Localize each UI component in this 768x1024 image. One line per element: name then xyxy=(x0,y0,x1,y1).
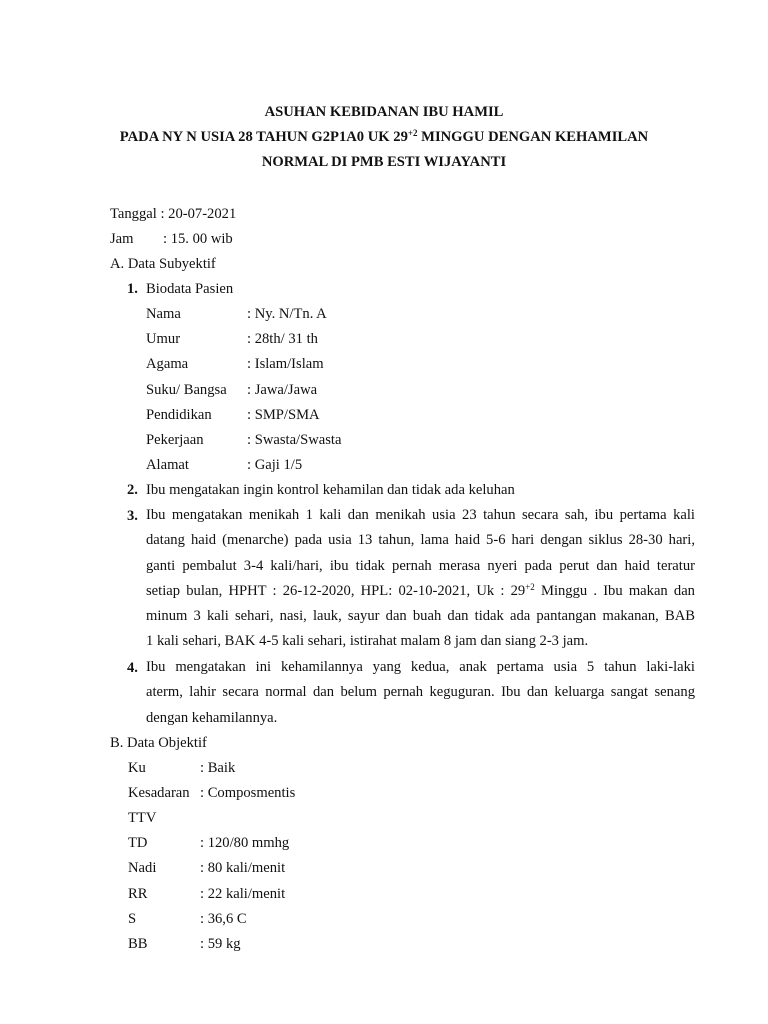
item-3-number: 3. xyxy=(127,508,138,524)
objective-label: Kesadaran xyxy=(128,785,190,801)
title-gestational-superscript: +2 xyxy=(407,128,418,138)
objective-value: : 22 kali/menit xyxy=(200,886,286,902)
paragraph-line: datang haid (menarche) pada usia 13 tahun, lama haid 5-6 hari dengan siklus 28-30 hari, xyxy=(146,532,695,549)
objective-value: : Composmentis xyxy=(200,785,296,801)
biodata-label: Umur xyxy=(146,331,181,347)
time-value: : 15. 00 wib xyxy=(163,231,233,247)
biodata-label: Nama xyxy=(146,306,181,322)
item-1-title: Biodata Pasien xyxy=(146,281,234,297)
biodata-label: Alamat xyxy=(146,457,189,473)
biodata-value: : Ny. N/Tn. A xyxy=(247,306,327,322)
item-2-text: Ibu mengatakan ingin kontrol kehamilan dan tidak ada keluhan xyxy=(146,482,515,498)
paragraph-line: 1 kali sehari, BAK 4-5 kali sehari, istirahat malam 8 jam dan siang 2-3 jam. xyxy=(146,633,589,650)
item-4-paragraph xyxy=(146,655,695,731)
item-1-number: 1. xyxy=(127,281,138,297)
document-title-line-1: ASUHAN KEBIDANAN IBU HAMIL xyxy=(264,104,504,120)
objective-label: S xyxy=(128,911,137,927)
date-line: Tanggal : 20-07-2021 xyxy=(110,206,237,222)
document-title-line-3: NORMAL DI PMB ESTI WIJAYANTI xyxy=(261,154,507,170)
biodata-value: : Jawa/Jawa xyxy=(247,382,318,398)
section-b-heading: B. Data Objektif xyxy=(110,735,207,751)
objective-value: : Baik xyxy=(200,760,236,776)
gestational-age-superscript: +2 xyxy=(525,581,535,592)
title-line-2-suffix: MINGGU DENGAN KEHAMILAN xyxy=(417,129,649,145)
biodata-value: : Gaji 1/5 xyxy=(247,457,303,473)
objective-label: RR xyxy=(128,886,148,902)
paragraph-line-suffix: Minggu . Ibu makan dan xyxy=(534,582,695,599)
paragraph-line xyxy=(146,579,695,604)
title-line-2-text: PADA NY N USIA 28 TAHUN G2P1A0 UK 29 xyxy=(119,129,408,145)
objective-value: : 120/80 mmhg xyxy=(200,835,290,851)
biodata-value: : 28th/ 31 th xyxy=(247,331,318,347)
hpht-text: setiap bulan, HPHT : 26-12-2020, HPL: 02-10-2021, Uk : 29 xyxy=(146,582,526,599)
section-a-heading: A. Data Subyektif xyxy=(110,256,216,272)
paragraph-line: dengan kehamilannya. xyxy=(146,709,278,726)
biodata-value: : SMP/SMA xyxy=(247,407,320,423)
objective-label: Nadi xyxy=(128,860,157,876)
biodata-label: Suku/ Bangsa xyxy=(146,382,227,398)
item-3-paragraph xyxy=(146,503,695,655)
paragraph-line: ganti pembalut 3-4 kali/hari, ibu tidak pernah merasa nyeri pada perut dan haid teratur xyxy=(146,557,695,574)
item-4-number: 4. xyxy=(127,660,138,676)
paragraph-line: Ibu mengatakan ini kehamilannya yang kedua, anak pertama usia 5 tahun laki-laki xyxy=(146,659,695,675)
paragraph-line: minum 3 kali sehari, nasi, lauk, sayur dan buah dan tidak ada pantangan makanan, BAB xyxy=(146,608,695,625)
biodata-value: : Islam/Islam xyxy=(247,356,324,372)
objective-label: TD xyxy=(128,835,148,851)
biodata-label: Agama xyxy=(146,356,189,372)
biodata-value: : Swasta/Swasta xyxy=(247,432,342,448)
objective-value: : 36,6 C xyxy=(200,911,247,927)
objective-label: TTV xyxy=(128,810,157,826)
paragraph-line: Ibu mengatakan menikah 1 kali dan menikah usia 23 tahun secara sah, ibu pertama kali xyxy=(146,507,695,523)
objective-label: BB xyxy=(128,936,148,952)
paragraph-line: aterm, lahir secara normal dan belum pernah keguguran. Ibu dan keluarga sangat senang xyxy=(146,684,695,701)
objective-label: Ku xyxy=(128,760,146,776)
objective-value: : 80 kali/menit xyxy=(200,860,286,876)
biodata-label: Pendidikan xyxy=(146,407,212,423)
item-2-number: 2. xyxy=(127,482,138,498)
biodata-label: Pekerjaan xyxy=(146,432,204,448)
objective-value: : 59 kg xyxy=(200,936,241,952)
time-label: Jam xyxy=(110,231,134,247)
document-title-line-2 xyxy=(0,128,768,146)
